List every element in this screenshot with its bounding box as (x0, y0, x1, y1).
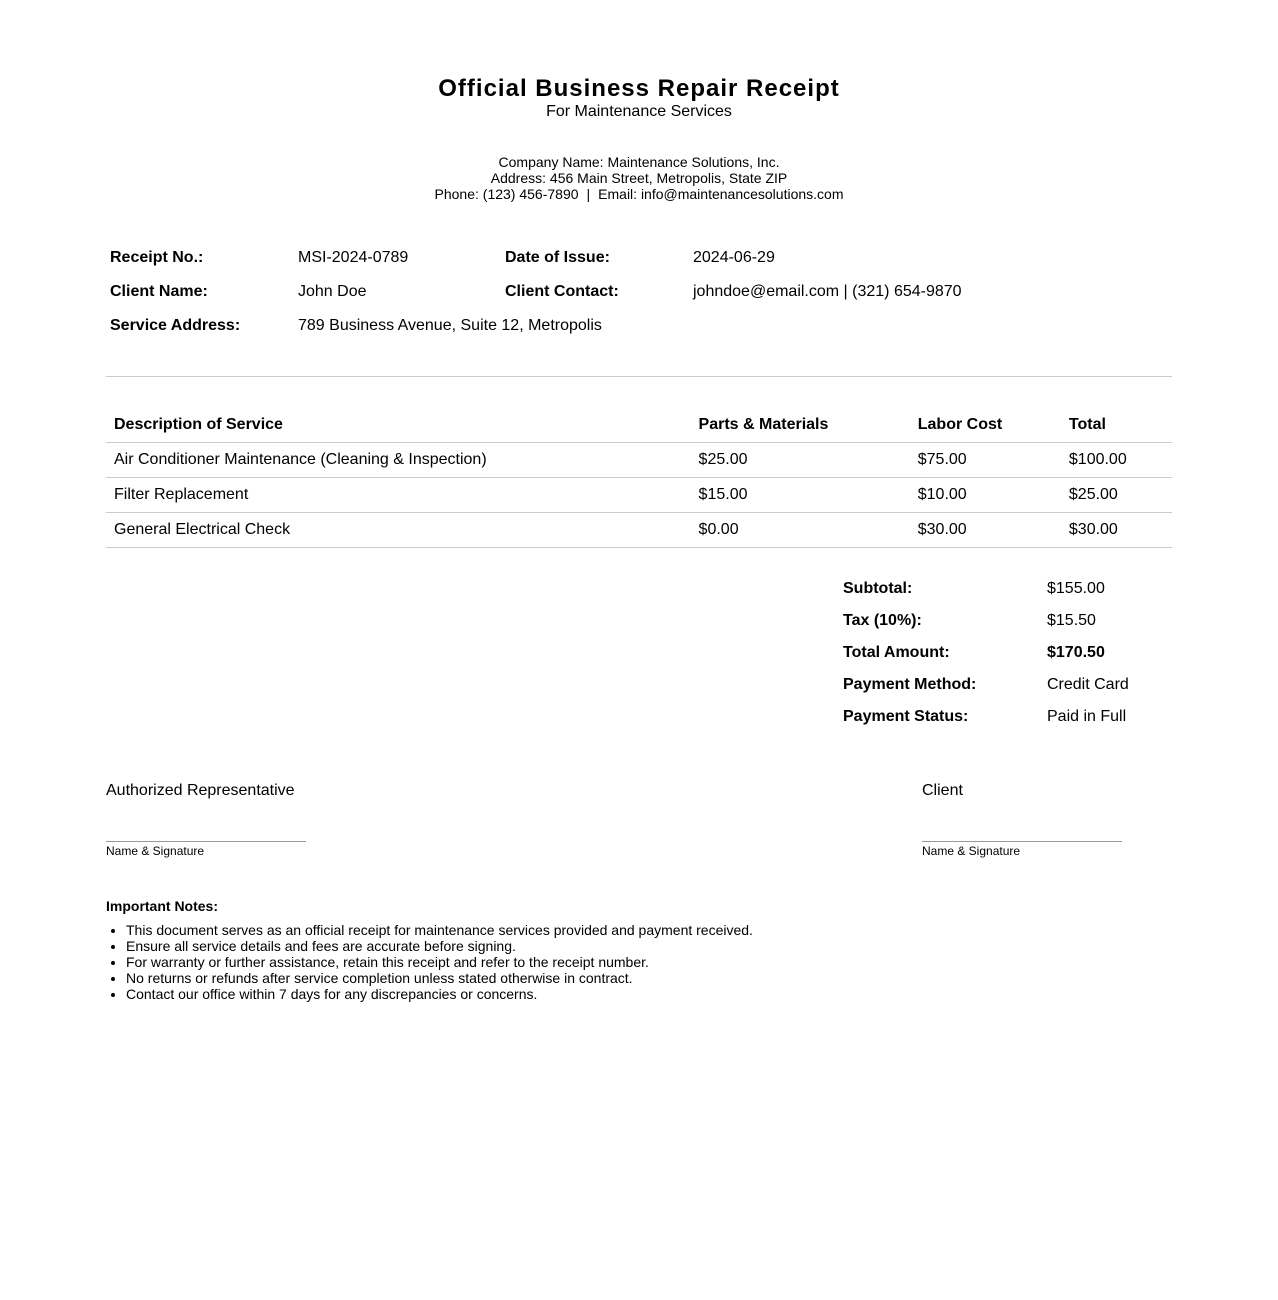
table-row (106, 443, 1172, 478)
company-phone: Phone: (123) 456-7890 (434, 186, 579, 202)
list-item: • For warranty or further assistance, retain this receipt and refer to the receipt number. (126, 954, 1172, 970)
important-notes (106, 898, 1172, 1002)
service-parts: $25.00 (691, 443, 910, 478)
totals-row (839, 605, 1171, 637)
service-address-label: Service Address: (110, 317, 241, 334)
company-info (106, 154, 1172, 202)
tax-label: Tax (10%): (843, 612, 922, 629)
section-divider (106, 376, 1172, 377)
client-role: Client (922, 782, 963, 799)
service-address-value: 789 Business Avenue, Suite 12, Metropolis (298, 317, 602, 334)
representative-role: Authorized Representative (106, 782, 295, 799)
info-row (106, 275, 1017, 309)
list-item: • No returns or refunds after service completion unless stated otherwise in contract. (126, 970, 1172, 986)
info-row (106, 309, 1017, 343)
subtotal-label: Subtotal: (843, 580, 913, 597)
page-title: Official Business Repair Receipt (438, 75, 840, 102)
service-description: General Electrical Check (106, 513, 691, 548)
client-signature-line (922, 841, 1122, 842)
service-total: $30.00 (1061, 513, 1172, 548)
service-total: $100.00 (1061, 443, 1172, 478)
notes-list (106, 922, 1172, 1002)
payment-method-label: Payment Method: (843, 676, 977, 693)
header-total: Total (1061, 408, 1172, 443)
totals-row (839, 637, 1171, 669)
list-item: • Contact our office within 7 days for any discrepancies or concerns. (126, 986, 1172, 1002)
total-amount-label: Total Amount: (843, 644, 950, 661)
table-row (106, 513, 1172, 548)
representative-signature-caption: Name & Signature (106, 844, 205, 858)
company-email: Email: info@maintenancesolutions.com (598, 186, 844, 202)
table-row (106, 478, 1172, 513)
payment-status-label: Payment Status: (843, 708, 969, 725)
totals-row (839, 573, 1171, 605)
table-header-row (106, 408, 1172, 443)
client-signature-caption: Name & Signature (922, 844, 1021, 858)
receipt-no-value: MSI-2024-0789 (298, 249, 409, 266)
totals-row (839, 669, 1171, 701)
date-label: Date of Issue: (505, 249, 610, 266)
client-signature-block (922, 782, 1182, 858)
service-description: Air Conditioner Maintenance (Cleaning & Inspection) (106, 443, 691, 478)
header-labor: Labor Cost (910, 408, 1061, 443)
service-parts: $15.00 (691, 478, 910, 513)
totals-table (839, 573, 1171, 733)
service-description: Filter Replacement (106, 478, 691, 513)
company-name: Company Name: Maintenance Solutions, Inc. (498, 154, 780, 170)
company-contact (106, 186, 1172, 202)
list-item: • This document serves as an official receipt for maintenance services provided and payment received. (126, 922, 1172, 938)
payment-status-value: Paid in Full (1047, 708, 1127, 725)
tax-value: $15.50 (1047, 612, 1096, 629)
notes-heading: Important Notes: (106, 898, 218, 914)
service-parts: $0.00 (691, 513, 910, 548)
header-description: Description of Service (106, 408, 691, 443)
company-address: Address: 456 Main Street, Metropolis, State ZIP (490, 170, 788, 186)
representative-signature-block (106, 782, 366, 858)
service-total: $25.00 (1061, 478, 1172, 513)
page-subtitle: For Maintenance Services (546, 103, 732, 120)
representative-signature-line (106, 841, 306, 842)
header-parts: Parts & Materials (691, 408, 910, 443)
receipt-no-label: Receipt No.: (110, 249, 204, 266)
total-amount-value: $170.50 (1047, 644, 1105, 661)
service-labor: $75.00 (910, 443, 1061, 478)
service-labor: $30.00 (910, 513, 1061, 548)
subtotal-value: $155.00 (1047, 580, 1105, 597)
client-name-value: John Doe (298, 283, 367, 300)
list-item: • Ensure all service details and fees are accurate before signing. (126, 938, 1172, 954)
payment-method-value: Credit Card (1047, 676, 1129, 693)
date-value: 2024-06-29 (693, 249, 775, 266)
info-row (106, 241, 1017, 275)
client-name-label: Client Name: (110, 283, 208, 300)
receipt-info-table (106, 241, 1017, 343)
contact-separator: | (586, 186, 591, 202)
services-table (106, 408, 1172, 548)
client-contact-label: Client Contact: (505, 283, 619, 300)
totals-row (839, 701, 1171, 733)
client-contact-value: johndoe@email.com | (321) 654-9870 (693, 283, 962, 300)
service-labor: $10.00 (910, 478, 1061, 513)
